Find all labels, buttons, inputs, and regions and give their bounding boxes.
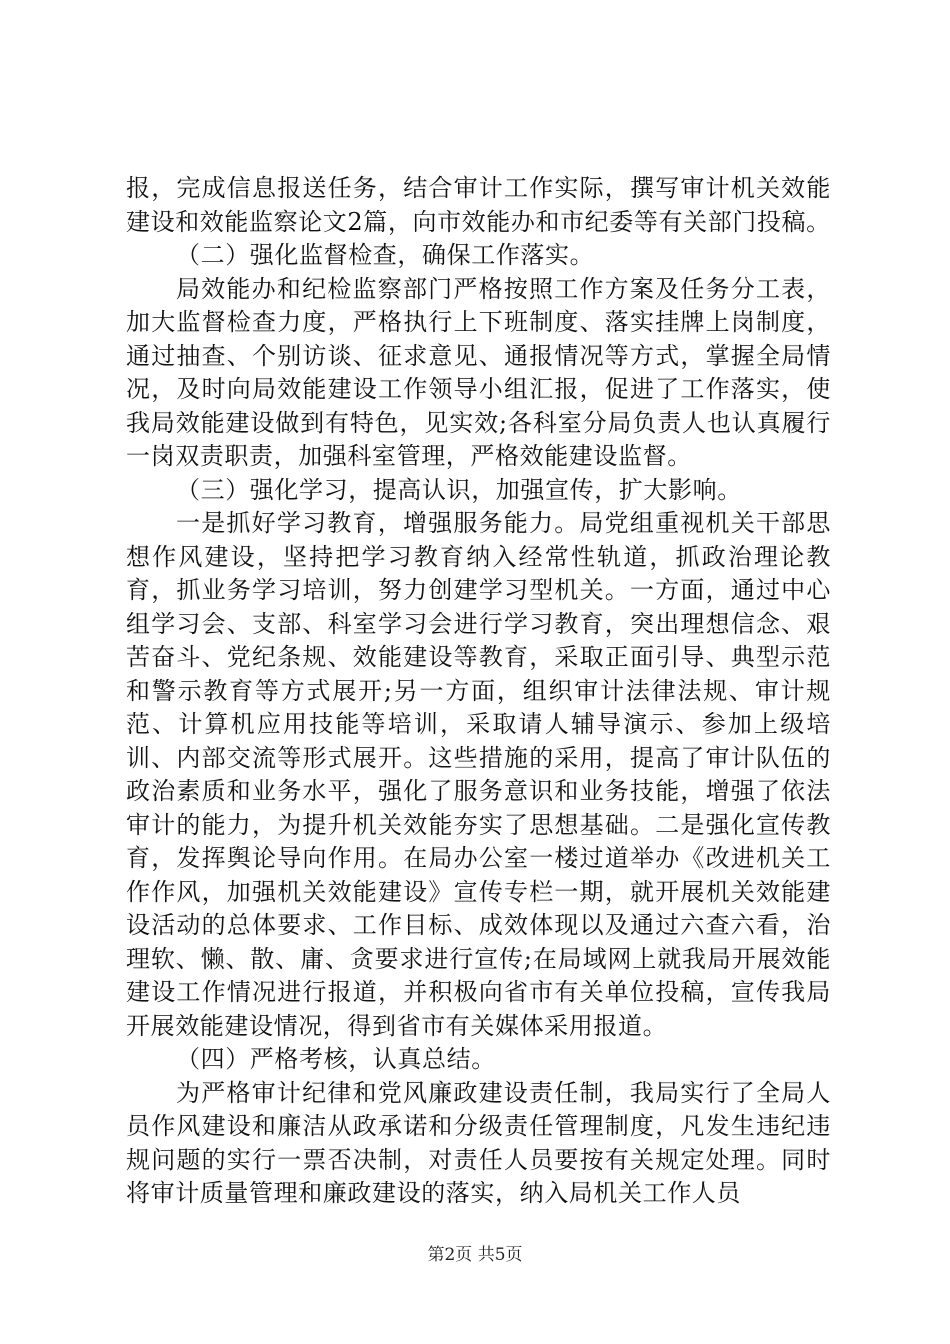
document-body: [126, 172, 831, 1211]
paragraph-7: 为严格审计纪律和党风廉政建设责任制，我局实行了全局人员作风建设和廉洁从政承诺和分级责任管理制度，凡发生违纪违规问题的实行一票否决制，对责任人员要按有关规定处理。同时将审计质量管理和廉政建设的落实，纳入局机关工作人员: [126, 1078, 831, 1207]
section-heading-2: （二）强化监督检查，确保工作落实。: [176, 241, 595, 269]
section-heading-4: （四）严格考核，认真总结。: [176, 1045, 496, 1073]
paragraph-3: 局效能办和纪检监察部门严格按照工作方案及任务分工表，加大监督检查力度，严格执行上下班制度、落实挂牌上岗制度，通过抽查、个别访谈、征求意见、通报情况等方式，掌握全局情况，及时向局效能建设工作领导小组汇报，促进了工作落实，使我局效能建设做到有特色，见实效;各科室分局负责人也认真履行一岗双责职责，加强科室管理，严格效能建设监督。: [126, 274, 831, 470]
page-number-label: 第2页 共5页: [427, 1245, 523, 1265]
section-heading-3: （三）强化学习，提高认识，加强宣传，扩大影响。: [176, 475, 742, 504]
page-footer: [0, 1244, 950, 1266]
paragraph-5: 一是抓好学习教育，增强服务能力。局党组重视机关干部思想作风建设，坚持把学习教育纳入经常性轨道，抓政治理论教育，抓业务学习培训，努力创建学习型机关。一方面，通过中心组学习会、支部、科室学习会进行学习教育，突出理想信念、艰苦奋斗、党纪条规、效能建设等教育，采取正面引导、典型示范和警示教育等方式展开;另一方面，组织审计法律法规、审计规范、计算机应用技能等培训，采取请人辅导演示、参加上级培训、内部交流等形式展开。这些措施的采用，提高了审计队伍的政治素质和业务水平，强化了服务意识和业务技能，增强了依法审计的能力，为提升机关效能夯实了思想基础。二是强化宣传教育，发挥舆论导向作用。在局办公室一楼过道举办《改进机关工作作风，加强机关效能建设》宣传专栏一期，就开展机关效能建设活动的总体要求、工作目标、成效体现以及通过六查六看，治理软、懒、散、庸、贪要求进行宣传;在局域网上就我局开展效能建设工作情况进行报道，并积极向省市有关单位投稿，宣传我局开展效能建设情况，得到省市有关媒体采用报道。: [126, 509, 831, 1040]
paragraph-1: 报，完成信息报送任务，结合审计工作实际，撰写审计机关效能建设和效能监察论文2篇，向市效能办和市纪委等有关部门投稿。: [126, 174, 831, 236]
